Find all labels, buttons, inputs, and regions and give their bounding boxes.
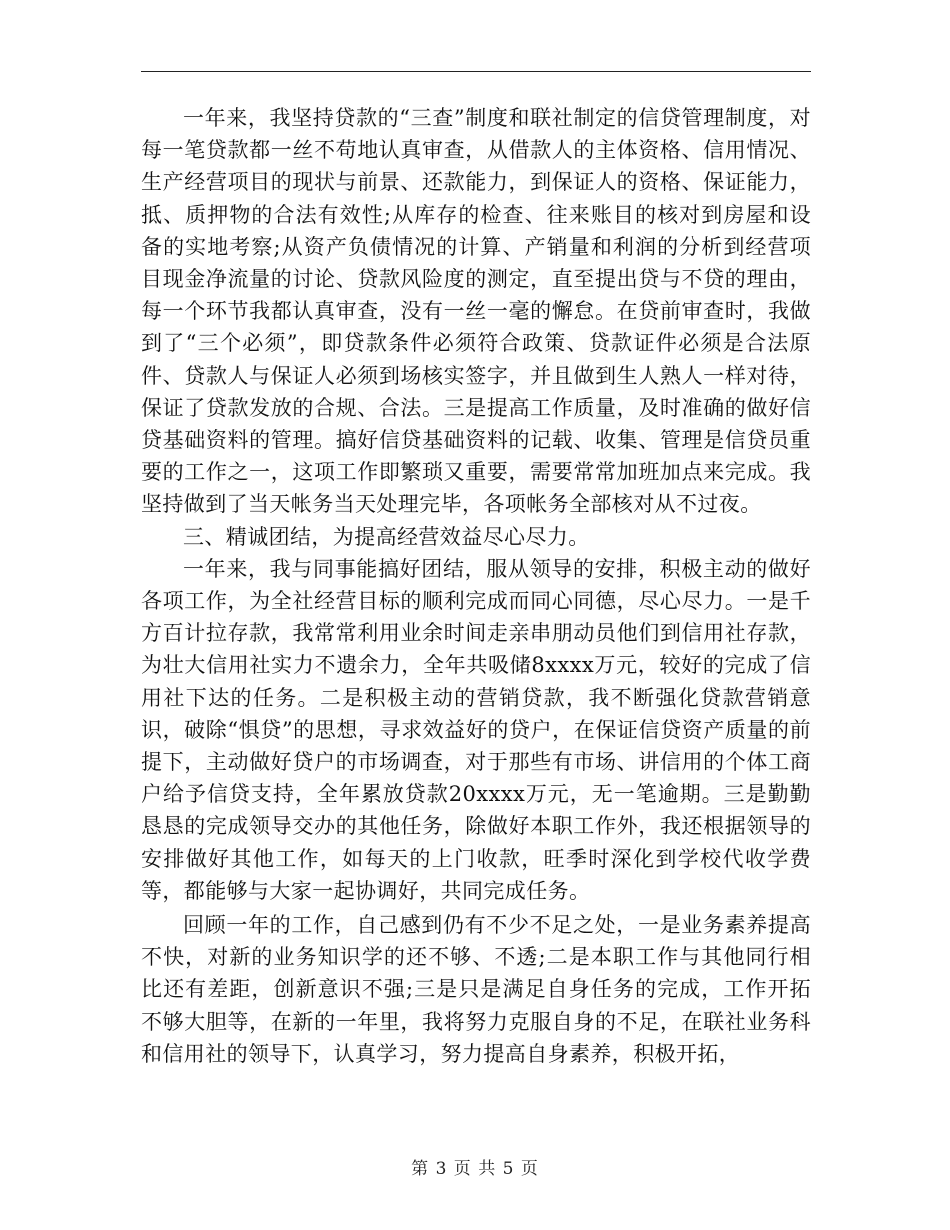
- paragraph-loan-review: 一年来，我坚持贷款的“三查”制度和联社制定的信贷管理制度，对每一笔贷款都一丝不苟地认真审查，从借款人的主体资格、信用情况、生产经营项目的现状与前景、还款能力，到保证人的资格、保证能力，抵、质押物的合法有效性;从库存的检查、往来账目的核对到房屋和设备的实地考察;从资产负债情况的计算、产销量和利润的分析到经营项目现金净流量的讨论、贷款风险度的测定，直至提出贷与不贷的理由，每一个环节我都认真审查，没有一丝一毫的懈怠。在贷前审查时，我做到了“三个必须”，即贷款条件必须符合政策、贷款证件必须是合法原件、贷款人与保证人必须到场核实签字，并且做到生人熟人一样对待，保证了贷款发放的合规、合法。三是提高工作质量，及时准确的做好信贷基础资料的管理。搞好信贷基础资料的记载、收集、管理是信贷员重要的工作之一，这项工作即繁琐又重要，需要常常加班加点来完成。我坚持做到了当天帐务当天处理完毕，各项帐务全部核对从不过夜。: [141, 106, 811, 517]
- document-body: [141, 102, 811, 1070]
- header-rule: [141, 71, 811, 72]
- page-footer: 第 3 页 共 5 页: [411, 1159, 539, 1179]
- paragraph-review-shortcomings: 回顾一年的工作，自己感到仍有不少不足之处，一是业务素养提高不快，对新的业务知识学的还不够、不透;二是本职工作与其他同行相比还有差距，创新意识不强;三是只是满足自身任务的完成，工作开拓不够大胆等，在新的一年里，我将努力克服自身的不足，在联社业务科和信用社的领导下，认真学习，努力提高自身素养，积极开拓，: [141, 913, 811, 1066]
- paragraph-teamwork: 一年来，我与同事能搞好团结，服从领导的安排，积极主动的做好各项工作，为全社经营目标的顺利完成而同心同德，尽心尽力。一是千方百计拉存款，我常常利用业余时间走亲串朋动员他们到信用社存款，为壮大信用社实力不遗余力，全年共吸储8xxxx万元，较好的完成了信用社下达的任务。二是积极主动的营销贷款，我不断强化贷款营销意识，破除“惧贷”的思想，寻求效益好的贷户，在保证信贷资产质量的前提下，主动做好贷户的市场调查，对于那些有市场、讲信用的个体工商户给予信贷支持，全年累放贷款20xxxx万元，无一笔逾期。三是勤勤恳恳的完成领导交办的其他任务，除做好本职工作外，我还根据领导的安排做好其他工作，如每天的上门收款，旺季时深化到学校代收学费等，都能够与大家一起协调好，共同完成任务。: [141, 556, 811, 903]
- section-heading-unity: 三、精诚团结，为提高经营效益尽心尽力。: [183, 524, 590, 549]
